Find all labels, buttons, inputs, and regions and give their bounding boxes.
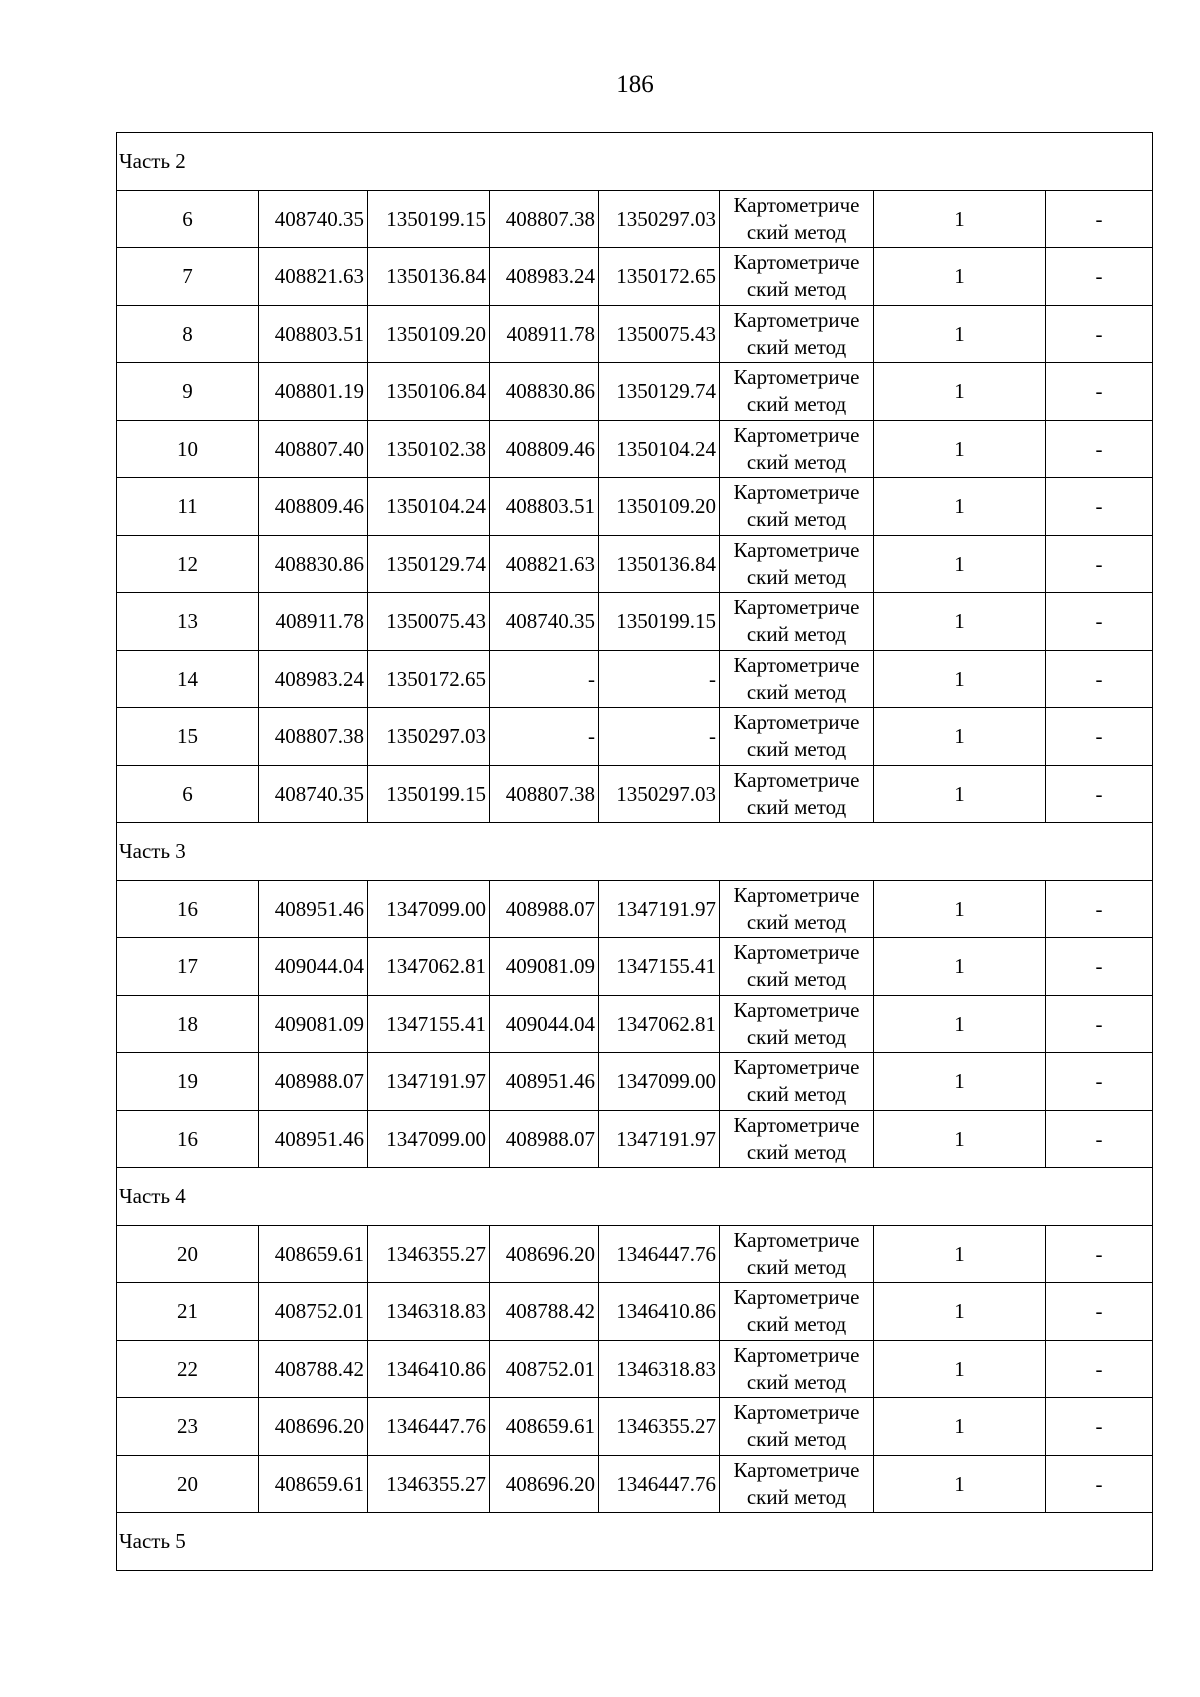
note-cell: - bbox=[1046, 420, 1153, 478]
x-coordinate-cell: 409081.09 bbox=[259, 995, 368, 1053]
note-cell: - bbox=[1046, 305, 1153, 363]
method-cell: Картометриче ский метод bbox=[720, 708, 874, 766]
y-coordinate-next-cell: 1350104.24 bbox=[599, 420, 720, 478]
table-body bbox=[117, 133, 1153, 1571]
y-coordinate-cell: 1347099.00 bbox=[368, 880, 490, 938]
x-coordinate-cell: 408659.61 bbox=[259, 1455, 368, 1513]
point-cell: 12 bbox=[117, 535, 259, 593]
y-coordinate-cell: 1350102.38 bbox=[368, 420, 490, 478]
note-cell: - bbox=[1046, 248, 1153, 306]
note-cell: - bbox=[1046, 1283, 1153, 1341]
x-coordinate-cell: 408807.38 bbox=[259, 708, 368, 766]
y-coordinate-next-cell: 1350075.43 bbox=[599, 305, 720, 363]
x-coordinate-cell: 408830.86 bbox=[259, 535, 368, 593]
y-coordinate-cell: 1350297.03 bbox=[368, 708, 490, 766]
x-coordinate-next-cell: - bbox=[490, 650, 599, 708]
section-header-row bbox=[117, 1513, 1153, 1571]
y-coordinate-next-cell: 1347191.97 bbox=[599, 880, 720, 938]
table-row bbox=[117, 1110, 1153, 1168]
x-coordinate-next-cell: 408659.61 bbox=[490, 1398, 599, 1456]
x-coordinate-cell: 408801.19 bbox=[259, 363, 368, 421]
note-cell: - bbox=[1046, 1053, 1153, 1111]
table-row bbox=[117, 1283, 1153, 1341]
section-title: Часть 5 bbox=[117, 1513, 1153, 1571]
table-row bbox=[117, 1398, 1153, 1456]
method-cell: Картометриче ский метод bbox=[720, 593, 874, 651]
accuracy-cell: 1 bbox=[874, 478, 1046, 536]
x-coordinate-cell: 408807.40 bbox=[259, 420, 368, 478]
x-coordinate-next-cell: 408740.35 bbox=[490, 593, 599, 651]
y-coordinate-cell: 1350104.24 bbox=[368, 478, 490, 536]
y-coordinate-next-cell: 1346410.86 bbox=[599, 1283, 720, 1341]
point-cell: 17 bbox=[117, 938, 259, 996]
y-coordinate-next-cell: 1350109.20 bbox=[599, 478, 720, 536]
table-row bbox=[117, 363, 1153, 421]
x-coordinate-next-cell: 408788.42 bbox=[490, 1283, 599, 1341]
accuracy-cell: 1 bbox=[874, 1283, 1046, 1341]
y-coordinate-cell: 1350075.43 bbox=[368, 593, 490, 651]
page-number: 186 bbox=[616, 71, 654, 98]
table-row bbox=[117, 708, 1153, 766]
y-coordinate-cell: 1350109.20 bbox=[368, 305, 490, 363]
y-coordinate-next-cell: - bbox=[599, 650, 720, 708]
y-coordinate-cell: 1350129.74 bbox=[368, 535, 490, 593]
table-row bbox=[117, 765, 1153, 823]
x-coordinate-cell: 408911.78 bbox=[259, 593, 368, 651]
x-coordinate-next-cell: 409044.04 bbox=[490, 995, 599, 1053]
note-cell: - bbox=[1046, 1225, 1153, 1283]
note-cell: - bbox=[1046, 938, 1153, 996]
method-cell: Картометриче ский метод bbox=[720, 1110, 874, 1168]
x-coordinate-cell: 408803.51 bbox=[259, 305, 368, 363]
note-cell: - bbox=[1046, 880, 1153, 938]
accuracy-cell: 1 bbox=[874, 305, 1046, 363]
x-coordinate-cell: 408740.35 bbox=[259, 765, 368, 823]
accuracy-cell: 1 bbox=[874, 650, 1046, 708]
point-cell: 19 bbox=[117, 1053, 259, 1111]
accuracy-cell: 1 bbox=[874, 880, 1046, 938]
accuracy-cell: 1 bbox=[874, 1110, 1046, 1168]
x-coordinate-next-cell: 408911.78 bbox=[490, 305, 599, 363]
note-cell: - bbox=[1046, 363, 1153, 421]
y-coordinate-cell: 1346355.27 bbox=[368, 1225, 490, 1283]
method-cell: Картометриче ский метод bbox=[720, 1455, 874, 1513]
y-coordinate-next-cell: 1350129.74 bbox=[599, 363, 720, 421]
x-coordinate-next-cell: 409081.09 bbox=[490, 938, 599, 996]
section-title: Часть 2 bbox=[117, 133, 1153, 191]
y-coordinate-next-cell: 1347191.97 bbox=[599, 1110, 720, 1168]
accuracy-cell: 1 bbox=[874, 248, 1046, 306]
point-cell: 11 bbox=[117, 478, 259, 536]
x-coordinate-next-cell: 408983.24 bbox=[490, 248, 599, 306]
table-row bbox=[117, 593, 1153, 651]
table-row bbox=[117, 650, 1153, 708]
method-cell: Картометриче ский метод bbox=[720, 190, 874, 248]
note-cell: - bbox=[1046, 593, 1153, 651]
y-coordinate-next-cell: 1350172.65 bbox=[599, 248, 720, 306]
note-cell: - bbox=[1046, 1455, 1153, 1513]
x-coordinate-next-cell: 408803.51 bbox=[490, 478, 599, 536]
table-row bbox=[117, 1053, 1153, 1111]
point-cell: 20 bbox=[117, 1225, 259, 1283]
y-coordinate-next-cell: 1346447.76 bbox=[599, 1225, 720, 1283]
point-cell: 6 bbox=[117, 190, 259, 248]
accuracy-cell: 1 bbox=[874, 1053, 1046, 1111]
point-cell: 10 bbox=[117, 420, 259, 478]
point-cell: 20 bbox=[117, 1455, 259, 1513]
table-row bbox=[117, 478, 1153, 536]
table-row bbox=[117, 1340, 1153, 1398]
note-cell: - bbox=[1046, 535, 1153, 593]
x-coordinate-cell: 408951.46 bbox=[259, 1110, 368, 1168]
y-coordinate-cell: 1350199.15 bbox=[368, 765, 490, 823]
x-coordinate-cell: 408696.20 bbox=[259, 1398, 368, 1456]
x-coordinate-cell: 408983.24 bbox=[259, 650, 368, 708]
table-row bbox=[117, 938, 1153, 996]
x-coordinate-cell: 408988.07 bbox=[259, 1053, 368, 1111]
method-cell: Картометриче ский метод bbox=[720, 938, 874, 996]
y-coordinate-cell: 1346355.27 bbox=[368, 1455, 490, 1513]
x-coordinate-next-cell: 408696.20 bbox=[490, 1225, 599, 1283]
table-row bbox=[117, 880, 1153, 938]
y-coordinate-next-cell: 1346355.27 bbox=[599, 1398, 720, 1456]
section-title: Часть 4 bbox=[117, 1168, 1153, 1226]
y-coordinate-cell: 1346318.83 bbox=[368, 1283, 490, 1341]
table-row bbox=[117, 535, 1153, 593]
accuracy-cell: 1 bbox=[874, 1225, 1046, 1283]
method-cell: Картометриче ский метод bbox=[720, 765, 874, 823]
accuracy-cell: 1 bbox=[874, 1398, 1046, 1456]
point-cell: 7 bbox=[117, 248, 259, 306]
table-row bbox=[117, 1455, 1153, 1513]
accuracy-cell: 1 bbox=[874, 420, 1046, 478]
point-cell: 22 bbox=[117, 1340, 259, 1398]
point-cell: 14 bbox=[117, 650, 259, 708]
x-coordinate-next-cell: 408821.63 bbox=[490, 535, 599, 593]
y-coordinate-cell: 1346410.86 bbox=[368, 1340, 490, 1398]
y-coordinate-next-cell: 1350136.84 bbox=[599, 535, 720, 593]
point-cell: 16 bbox=[117, 880, 259, 938]
note-cell: - bbox=[1046, 650, 1153, 708]
x-coordinate-next-cell: 408752.01 bbox=[490, 1340, 599, 1398]
method-cell: Картометриче ский метод bbox=[720, 420, 874, 478]
note-cell: - bbox=[1046, 190, 1153, 248]
accuracy-cell: 1 bbox=[874, 535, 1046, 593]
note-cell: - bbox=[1046, 1398, 1153, 1456]
note-cell: - bbox=[1046, 478, 1153, 536]
table-row bbox=[117, 190, 1153, 248]
y-coordinate-cell: 1347155.41 bbox=[368, 995, 490, 1053]
y-coordinate-cell: 1346447.76 bbox=[368, 1398, 490, 1456]
accuracy-cell: 1 bbox=[874, 190, 1046, 248]
point-cell: 16 bbox=[117, 1110, 259, 1168]
y-coordinate-next-cell: 1346318.83 bbox=[599, 1340, 720, 1398]
accuracy-cell: 1 bbox=[874, 995, 1046, 1053]
section-header-row bbox=[117, 823, 1153, 881]
method-cell: Картометриче ский метод bbox=[720, 305, 874, 363]
x-coordinate-cell: 408821.63 bbox=[259, 248, 368, 306]
accuracy-cell: 1 bbox=[874, 765, 1046, 823]
note-cell: - bbox=[1046, 765, 1153, 823]
point-cell: 15 bbox=[117, 708, 259, 766]
y-coordinate-next-cell: - bbox=[599, 708, 720, 766]
accuracy-cell: 1 bbox=[874, 1340, 1046, 1398]
method-cell: Картометриче ский метод bbox=[720, 535, 874, 593]
y-coordinate-next-cell: 1347155.41 bbox=[599, 938, 720, 996]
point-cell: 6 bbox=[117, 765, 259, 823]
x-coordinate-next-cell: 408807.38 bbox=[490, 765, 599, 823]
y-coordinate-cell: 1350136.84 bbox=[368, 248, 490, 306]
method-cell: Картометриче ский метод bbox=[720, 650, 874, 708]
y-coordinate-cell: 1350172.65 bbox=[368, 650, 490, 708]
point-cell: 23 bbox=[117, 1398, 259, 1456]
section-header-row bbox=[117, 1168, 1153, 1226]
note-cell: - bbox=[1046, 708, 1153, 766]
point-cell: 9 bbox=[117, 363, 259, 421]
accuracy-cell: 1 bbox=[874, 938, 1046, 996]
note-cell: - bbox=[1046, 995, 1153, 1053]
accuracy-cell: 1 bbox=[874, 708, 1046, 766]
x-coordinate-next-cell: 408809.46 bbox=[490, 420, 599, 478]
x-coordinate-next-cell: 408988.07 bbox=[490, 1110, 599, 1168]
table-row bbox=[117, 1225, 1153, 1283]
x-coordinate-next-cell: 408807.38 bbox=[490, 190, 599, 248]
method-cell: Картометриче ский метод bbox=[720, 248, 874, 306]
x-coordinate-cell: 408659.61 bbox=[259, 1225, 368, 1283]
x-coordinate-next-cell: 408951.46 bbox=[490, 1053, 599, 1111]
y-coordinate-cell: 1347062.81 bbox=[368, 938, 490, 996]
method-cell: Картометриче ский метод bbox=[720, 1340, 874, 1398]
point-cell: 21 bbox=[117, 1283, 259, 1341]
table-row bbox=[117, 995, 1153, 1053]
table-row bbox=[117, 420, 1153, 478]
method-cell: Картометриче ский метод bbox=[720, 363, 874, 421]
x-coordinate-next-cell: - bbox=[490, 708, 599, 766]
method-cell: Картометриче ский метод bbox=[720, 478, 874, 536]
y-coordinate-next-cell: 1346447.76 bbox=[599, 1455, 720, 1513]
method-cell: Картометриче ский метод bbox=[720, 1225, 874, 1283]
y-coordinate-cell: 1347191.97 bbox=[368, 1053, 490, 1111]
method-cell: Картометриче ский метод bbox=[720, 995, 874, 1053]
y-coordinate-next-cell: 1347062.81 bbox=[599, 995, 720, 1053]
method-cell: Картометриче ский метод bbox=[720, 880, 874, 938]
x-coordinate-next-cell: 408988.07 bbox=[490, 880, 599, 938]
x-coordinate-cell: 408752.01 bbox=[259, 1283, 368, 1341]
x-coordinate-next-cell: 408696.20 bbox=[490, 1455, 599, 1513]
table-row bbox=[117, 248, 1153, 306]
x-coordinate-cell: 408809.46 bbox=[259, 478, 368, 536]
section-title: Часть 3 bbox=[117, 823, 1153, 881]
x-coordinate-next-cell: 408830.86 bbox=[490, 363, 599, 421]
y-coordinate-next-cell: 1350297.03 bbox=[599, 765, 720, 823]
y-coordinate-cell: 1347099.00 bbox=[368, 1110, 490, 1168]
section-header-row bbox=[117, 133, 1153, 191]
x-coordinate-cell: 409044.04 bbox=[259, 938, 368, 996]
x-coordinate-cell: 408951.46 bbox=[259, 880, 368, 938]
y-coordinate-cell: 1350106.84 bbox=[368, 363, 490, 421]
accuracy-cell: 1 bbox=[874, 593, 1046, 651]
method-cell: Картометриче ский метод bbox=[720, 1398, 874, 1456]
table-row bbox=[117, 305, 1153, 363]
x-coordinate-cell: 408740.35 bbox=[259, 190, 368, 248]
method-cell: Картометриче ский метод bbox=[720, 1283, 874, 1341]
coordinates-table bbox=[116, 132, 1153, 1571]
note-cell: - bbox=[1046, 1110, 1153, 1168]
accuracy-cell: 1 bbox=[874, 1455, 1046, 1513]
point-cell: 18 bbox=[117, 995, 259, 1053]
y-coordinate-next-cell: 1350199.15 bbox=[599, 593, 720, 651]
accuracy-cell: 1 bbox=[874, 363, 1046, 421]
y-coordinate-next-cell: 1347099.00 bbox=[599, 1053, 720, 1111]
note-cell: - bbox=[1046, 1340, 1153, 1398]
point-cell: 8 bbox=[117, 305, 259, 363]
y-coordinate-next-cell: 1350297.03 bbox=[599, 190, 720, 248]
y-coordinate-cell: 1350199.15 bbox=[368, 190, 490, 248]
x-coordinate-cell: 408788.42 bbox=[259, 1340, 368, 1398]
point-cell: 13 bbox=[117, 593, 259, 651]
method-cell: Картометриче ский метод bbox=[720, 1053, 874, 1111]
